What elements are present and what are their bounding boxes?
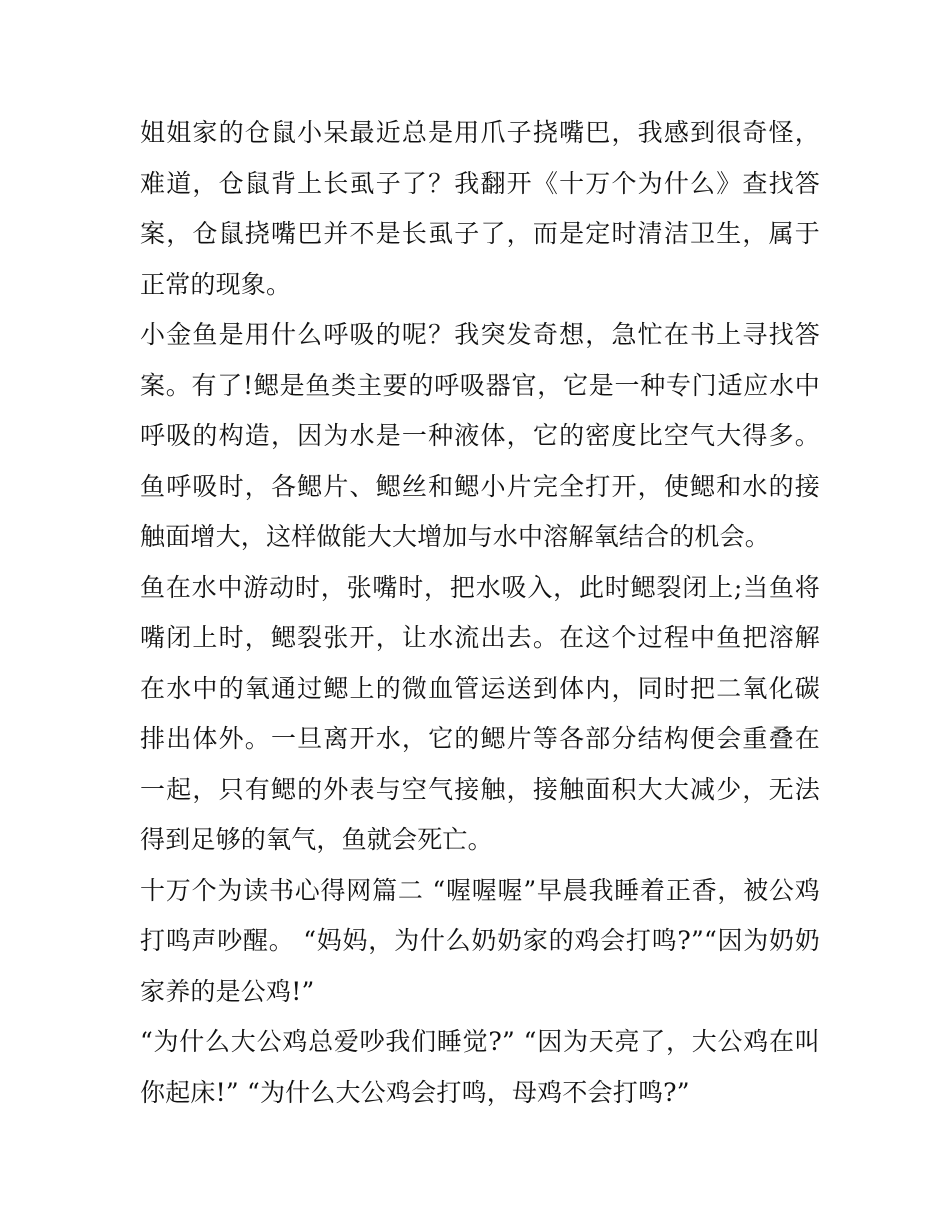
paragraph-rooster-dialogue: “为什么大公鸡总爱吵我们睡觉?” “因为天亮了，大公鸡在叫你起床!” “为什么大公鸡会打鸣，母鸡不会打鸣?” — [140, 1027, 820, 1107]
paragraph-fish-gills: 鱼在水中游动时，张嘴时，把水吸入，此时鳃裂闭上;当鱼将嘴闭上时，鳃裂张开，让水流出去。在这个过程中鱼把溶解在水中的氧通过鳃上的微血管运送到体内，同时把二氧化碳排出体外。一旦离开水，它的鳃片等各部分结构便会重叠在一起，只有鳃的外表与空气接触，接触面积大大减少，无法得到足够的氧气，鱼就会死亡。 — [140, 572, 820, 854]
paragraph-goldfish-breathing: 小金鱼是用什么呼吸的呢？我突发奇想，急忙在书上寻找答案。有了!鳃是鱼类主要的呼吸器官，它是一种专门适应水中呼吸的构造，因为水是一种液体，它的密度比空气大得多。鱼呼吸时，各鳃片、鳃丝和鳃小片完全打开，使鳃和水的接触面增大，这样做能大大增加与水中溶解氧结合的机会。 — [140, 320, 820, 551]
paragraph-hamster: 姐姐家的仓鼠小呆最近总是用爪子挠嘴巴，我感到很奇怪，难道，仓鼠背上长虱子了？我翻开《十万个为什么》查找答案，仓鼠挠嘴巴并不是长虱子了，而是定时清洁卫生，属于正常的现象。 — [140, 118, 820, 299]
document-body — [140, 108, 820, 1118]
paragraph-rooster-intro: 十万个为读书心得网篇二 “喔喔喔”早晨我睡着正香，被公鸡打鸣声吵醒。 “妈妈，为什么奶奶家的鸡会打鸣?”“因为奶奶家养的是公鸡!” — [140, 875, 820, 1006]
